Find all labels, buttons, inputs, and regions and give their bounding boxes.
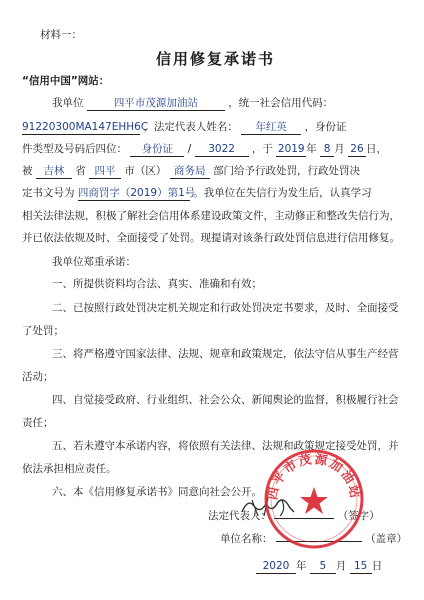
commitment-5-line1: 五、若未遵守本承诺内容，将依照有关法律、法规和政策规定接受处罚，并 (52, 440, 399, 452)
id-last4-field: 3022 (195, 142, 249, 157)
para1-line3 (22, 142, 387, 157)
legal-rep-label: 法定代表人： (208, 510, 271, 522)
legal-rep-name-field: 年红英 (241, 120, 301, 135)
sign-date-row (256, 559, 382, 574)
material-label: 材料一： (40, 29, 82, 41)
sign-day-field: 15 (350, 559, 372, 574)
sign-month-field: 5 (310, 559, 336, 574)
text-segment: 年 (306, 143, 317, 155)
para1-line2 (22, 120, 347, 135)
text-segment: 月 (334, 143, 345, 155)
svg-text:四平市茂源加油站: 四平市茂源加油站 (264, 450, 364, 502)
bureau-field: 商务局 (170, 164, 210, 179)
commitment-4-line2: 责任； (22, 417, 54, 429)
para1-line5 (22, 186, 372, 201)
id-type-field: 身份证 (130, 142, 184, 157)
text-segment: ，身份证 (304, 121, 347, 133)
para1-line6: 相关法律法规，积极了解社会信用体系建设政策文件，主动修正和整改失信行为， (22, 210, 400, 222)
penalty-day-field: 26 (348, 142, 366, 157)
text-segment: / (187, 143, 192, 155)
para1-line7: 并已依法依规及时、全面接受了处罚。现提请对该条行政处罚信息进行信用修复。 (22, 232, 400, 244)
seal-note: （盖章） (365, 533, 408, 545)
text-segment: 件类型及号码后四位： (22, 143, 127, 155)
text-segment: 日， (365, 143, 387, 155)
credit-code-field: 91220300MA147EHH6C (22, 121, 149, 133)
commitment-1: 一、所提供资料均合法、真实、准确和有效； (52, 278, 262, 290)
text-segment: 被 (22, 165, 33, 177)
text-segment: ，法定代表人姓名： (143, 121, 238, 133)
text-segment: 部门给予行政处罚，行政处罚决 (213, 165, 361, 177)
commitment-5-line2: 依法承担相应责任。 (22, 463, 117, 475)
commitment-3-line2: 活动； (22, 371, 54, 383)
text-segment: 我单位 (52, 97, 84, 109)
text-segment: 省 (75, 165, 86, 177)
text-segment: 定书文号为 (22, 187, 75, 199)
sign-year-field: 2020 (256, 559, 296, 574)
unit-name-label: 单位名称： (220, 533, 273, 545)
company-seal (262, 447, 366, 551)
commitment-2-line1: 二、已按照行政处罚决定机关规定和行政处罚决定书要求，及时、全面接受 (52, 302, 399, 314)
sign-note: （签字） (337, 510, 380, 522)
page-title: 信用修复承诺书 (156, 50, 276, 68)
text-segment: 。我单位在失信行为发生后，认真学习 (193, 187, 372, 199)
text-segment: 日 (371, 560, 383, 572)
addressee: “信用中国”网站： (22, 75, 110, 87)
commitment-4-line1: 四、自觉接受政府、行业组织、社会公众、新闻舆论的监督，积极履行社会 (52, 394, 399, 406)
para1-line1 (52, 96, 333, 111)
text-segment: 市（区） (124, 165, 167, 177)
commitment-6: 六、本《信用修复承诺书》同意向社会公开。 (52, 486, 262, 498)
company-name-field: 四平市茂源加油站 (87, 96, 225, 111)
city-field: 四平 (89, 164, 121, 179)
para1-line4 (22, 164, 360, 179)
penalty-year-field: 2019 (277, 143, 305, 155)
text-segment: 月 (335, 560, 347, 572)
text-segment: 年 (296, 560, 307, 572)
text-segment: ，统一社会信用代码： (228, 97, 334, 109)
province-field: 吉林 (36, 164, 72, 179)
commitment-intro: 我单位郑重承诺： (52, 256, 136, 268)
decision-number-field: 四商罚字（2019）第1号 (77, 187, 196, 199)
penalty-month-field: 8 (320, 142, 334, 157)
commitment-2-line2: 了处罚； (22, 325, 64, 337)
commitment-3-line1: 三、将严格遵守国家法律、法规、规章和政策规定，依法守信从事生产经营 (52, 348, 399, 360)
text-segment: ，于 (251, 143, 273, 155)
